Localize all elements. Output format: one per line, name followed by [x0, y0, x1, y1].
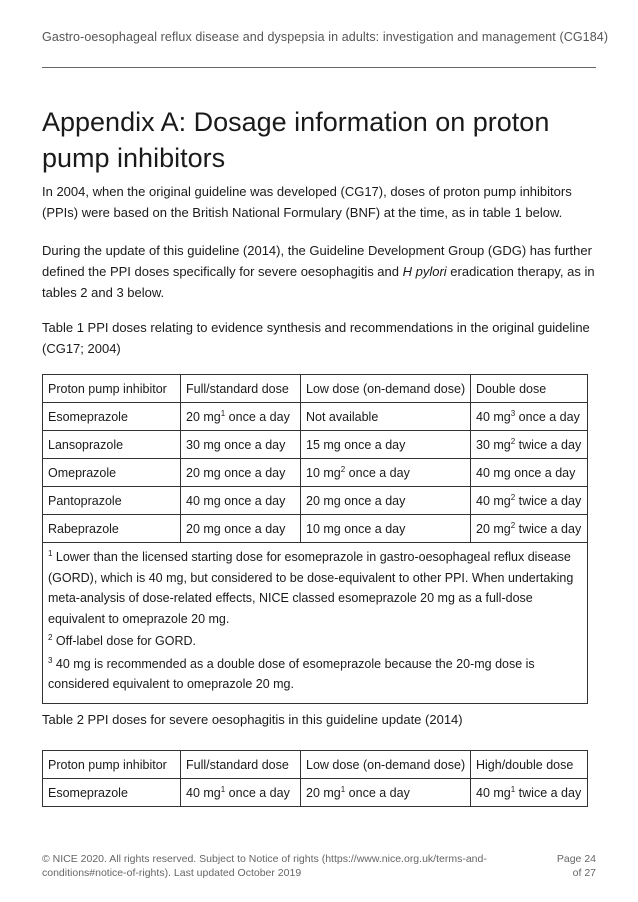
footnote-text: Off-label dose for GORD.	[52, 634, 197, 648]
table-cell	[301, 779, 471, 807]
intro-p2-text: During the update of this guideline (2014), the Guideline Development Group (GDG) has further defined the PPI doses specifically for severe oesophagitis and	[42, 243, 592, 279]
dose-text: 40 mg	[476, 785, 511, 800]
footnote-marker: 1	[340, 784, 346, 794]
footnote-marker: 3	[510, 408, 516, 418]
dose-frequency: once a day	[345, 465, 410, 480]
footnote-2	[48, 631, 582, 652]
dose-text: 20 mg once a day	[186, 465, 286, 480]
footnote-marker: 2	[510, 520, 516, 530]
dose-text: 40 mg once a day	[186, 493, 286, 508]
dose-frequency: twice a day	[515, 437, 582, 452]
dose-frequency: twice a day	[515, 521, 582, 536]
table-row	[43, 779, 588, 807]
copyright-notice: © NICE 2020. All rights reserved. Subject to Notice of rights (https://www.nice.org.uk/terms-and-conditions#notice-of-rights). Last updated October 2019	[42, 853, 487, 879]
footnote-marker: 2	[340, 464, 346, 474]
footnote-marker: 2	[510, 436, 516, 446]
footnote-text: 40 mg is recommended as a double dose of esomeprazole because the 20-mg dose is considered equivalent to omeprazole 20 mg.	[48, 656, 535, 691]
dose-text: 40 mg once a day	[476, 465, 576, 480]
page-title: Appendix A: Dosage information on proton pump inhibitors	[42, 107, 550, 173]
table-cell	[301, 515, 471, 543]
table-cell	[43, 431, 181, 459]
table2-body	[43, 779, 588, 807]
table1-notes-row	[43, 543, 588, 704]
dose-text: 20 mg	[476, 521, 511, 536]
table2-header-cell: Full/standard dose	[181, 751, 301, 779]
table1-notes-cell	[43, 543, 588, 704]
dose-text: 20 mg once a day	[186, 521, 286, 536]
table1-header-cell: Double dose	[471, 375, 588, 403]
h-pylori-term: H pylori	[402, 264, 447, 279]
footnote-marker: 1	[48, 548, 53, 558]
table-cell	[301, 459, 471, 487]
table1-body	[43, 403, 588, 543]
table-cell	[181, 459, 301, 487]
table-cell	[43, 515, 181, 543]
dose-text: 30 mg	[476, 437, 511, 452]
dose-text: Lansoprazole	[48, 437, 124, 452]
footnote-1	[48, 547, 582, 629]
dose-text: Esomeprazole	[48, 785, 128, 800]
footnote-marker: 2	[510, 492, 516, 502]
footnote-text: Lower than the licensed starting dose for esomeprazole in gastro-oesophageal reflux disease (GORD), which is 40 mg, but considered to be dose-equivalent to other PPI. When undertaking meta-analysis of dose-related effects, NICE classed esomeprazole 20 mg as a full-dose equivalent to omeprazole 20 mg.	[48, 550, 574, 626]
table-cell	[471, 431, 588, 459]
table1-header-cell: Proton pump inhibitor	[43, 375, 181, 403]
footnote-3	[48, 654, 582, 695]
table-row	[43, 431, 588, 459]
table2-header-cell: Low dose (on-demand dose)	[301, 751, 471, 779]
dose-text: 15 mg once a day	[306, 437, 406, 452]
footnote-marker: 3	[48, 655, 53, 665]
dose-frequency: once a day	[515, 409, 580, 424]
dose-frequency: once a day	[345, 785, 410, 800]
table2-header-cell: Proton pump inhibitor	[43, 751, 181, 779]
table-cell	[471, 459, 588, 487]
table-cell	[181, 487, 301, 515]
table-cell	[471, 779, 588, 807]
table-cell	[301, 403, 471, 431]
page-number-line: Page 24	[556, 853, 596, 865]
dose-text: 30 mg once a day	[186, 437, 286, 452]
dose-text: Pantoprazole	[48, 493, 122, 508]
table-cell	[301, 431, 471, 459]
table2-header-row	[43, 751, 588, 779]
intro-paragraph-2	[42, 240, 596, 303]
table-cell	[181, 515, 301, 543]
intro-p2-text-end: eradication therapy, as in tables 2 and 3 below.	[42, 264, 595, 300]
table1	[42, 374, 588, 704]
dose-frequency: twice a day	[515, 785, 582, 800]
dose-text: Esomeprazole	[48, 409, 128, 424]
dose-frequency: twice a day	[515, 493, 582, 508]
table-cell	[181, 431, 301, 459]
table-cell	[471, 403, 588, 431]
table-cell	[181, 779, 301, 807]
dose-frequency: once a day	[225, 409, 290, 424]
header-divider	[42, 67, 596, 68]
table-cell	[471, 515, 588, 543]
table2	[42, 750, 588, 807]
footnote-marker: 1	[220, 408, 226, 418]
table-cell	[43, 459, 181, 487]
running-header: Gastro-oesophageal reflux disease and dyspepsia in adults: investigation and management (CG184)	[42, 30, 609, 44]
dose-text: 20 mg	[306, 785, 341, 800]
dose-text: 20 mg once a day	[306, 493, 406, 508]
dose-text: Not available	[306, 409, 379, 424]
dose-text: 40 mg	[476, 493, 511, 508]
table-cell	[301, 487, 471, 515]
dose-text: 40 mg	[186, 785, 221, 800]
table2-caption: Table 2 PPI doses for severe oesophagitis in this guideline update (2014)	[42, 712, 463, 727]
intro-paragraph-1: In 2004, when the original guideline was developed (CG17), doses of proton pump inhibitors (PPIs) were based on the British National Formulary (BNF) at the time, as in table 1 below.	[42, 184, 572, 220]
table-cell	[181, 403, 301, 431]
table-cell	[43, 779, 181, 807]
page-number	[540, 852, 596, 880]
table-row	[43, 459, 588, 487]
table-row	[43, 403, 588, 431]
dose-frequency: once a day	[225, 785, 290, 800]
table-cell	[43, 403, 181, 431]
dose-text: Omeprazole	[48, 465, 117, 480]
table1-header-row	[43, 375, 588, 403]
table1-header-cell: Low dose (on-demand dose)	[301, 375, 471, 403]
table-row	[43, 515, 588, 543]
footnote-marker: 2	[48, 632, 53, 642]
table1-header-cell: Full/standard dose	[181, 375, 301, 403]
dose-text: 10 mg	[306, 465, 341, 480]
table-cell	[43, 487, 181, 515]
footnote-marker: 1	[220, 784, 226, 794]
dose-text: Rabeprazole	[48, 521, 119, 536]
dose-text: 20 mg	[186, 409, 221, 424]
footnote-marker: 1	[510, 784, 516, 794]
table2-header-cell: High/double dose	[471, 751, 588, 779]
dose-text: 10 mg once a day	[306, 521, 406, 536]
table-cell	[471, 487, 588, 515]
page-total-line: of 27	[572, 867, 596, 879]
dose-text: 40 mg	[476, 409, 511, 424]
table-row	[43, 487, 588, 515]
table1-caption: Table 1 PPI doses relating to evidence synthesis and recommendations in the original guideline (CG17; 2004)	[42, 320, 590, 356]
